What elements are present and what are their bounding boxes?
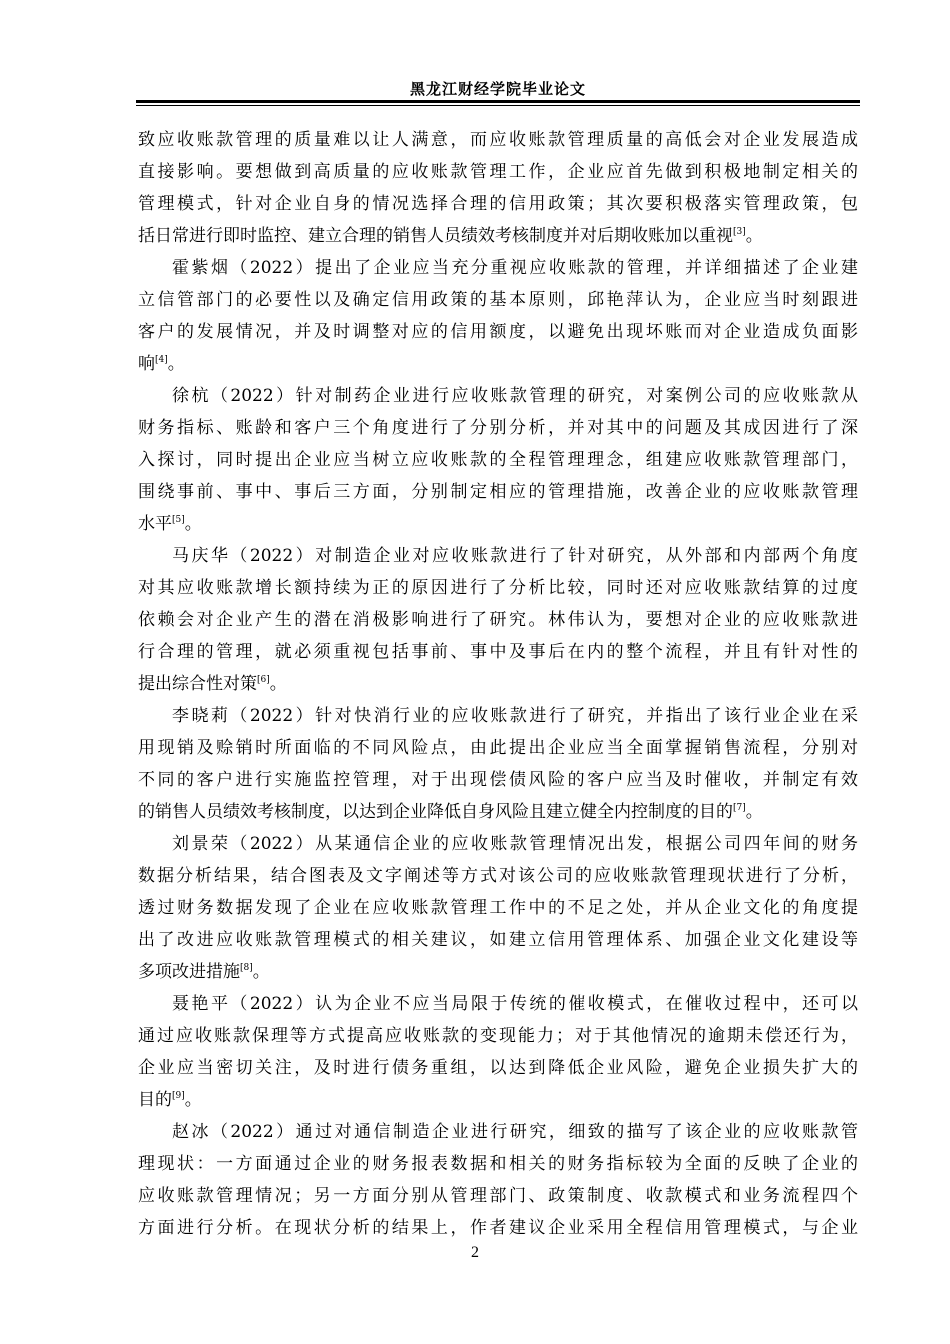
page-number: 2	[471, 1244, 479, 1261]
text-line	[138, 508, 858, 540]
citation-ref: [7]	[733, 803, 746, 813]
text-line	[138, 732, 858, 764]
text-line	[138, 572, 858, 604]
text-line	[138, 412, 858, 444]
line-text: 赵冰（2022）通过对通信制造企业进行研究，细致的描写了该企业的应收账款管	[172, 1122, 858, 1142]
line-text: 致应收账款管理的质量难以让人满意，而应收账款管理质量的高低会对企业发展造成	[138, 130, 858, 150]
text-line	[138, 1052, 858, 1084]
citation-ref: [5]	[172, 515, 185, 525]
line-tail: 。	[252, 962, 270, 982]
text-line	[138, 700, 858, 732]
line-text: 通过应收账款保理等方式提高应收账款的变现能力；对于其他情况的逾期未偿还行为，	[138, 1026, 858, 1046]
line-text: 聂艳平（2022）认为企业不应当局限于传统的催收模式，在催收过程中，还可以	[172, 994, 858, 1014]
line-text: 财务指标、账龄和客户三个角度进行了分别分析，并对其中的问题及其成因进行了深	[138, 418, 858, 438]
line-text: 管理模式，针对企业自身的情况选择合理的信用政策；其次要积极落实管理政策，包	[138, 194, 858, 214]
line-text: 企业应当密切关注，及时进行债务重组，以达到降低企业风险，避免企业损失扩大的	[138, 1058, 858, 1078]
line-text: 用现销及赊销时所面临的不同风险点，由此提出企业应当全面掌握销售流程，分别对	[138, 738, 858, 758]
text-line	[138, 604, 858, 636]
citation-ref: [6]	[257, 675, 270, 685]
text-line	[138, 188, 858, 220]
text-line	[138, 156, 858, 188]
line-text: 透过财务数据发现了企业在应收账款管理工作中的不足之处，并从企业文化的角度提	[138, 898, 858, 918]
text-line	[138, 796, 858, 828]
text-line	[138, 380, 858, 412]
text-line	[138, 444, 858, 476]
citation-ref: [9]	[172, 1091, 185, 1101]
line-text: 出了改进应收账款管理模式的相关建议，如建立信用管理体系、加强企业文化建设等	[138, 930, 858, 950]
line-text: 响	[138, 354, 155, 374]
line-text: 李晓莉（2022）针对快消行业的应收账款进行了研究，并指出了该行业企业在采	[172, 706, 858, 726]
line-text: 水平	[138, 514, 172, 534]
text-line	[138, 252, 858, 284]
text-line	[138, 1084, 858, 1116]
citation-ref: [3]	[733, 227, 746, 237]
text-line	[138, 956, 858, 988]
line-text: 依赖会对企业产生的潜在消极影响进行了研究。林伟认为，要想对企业的应收账款进	[138, 610, 858, 630]
line-tail: 。	[745, 802, 763, 822]
text-line	[138, 348, 858, 380]
line-text: 刘景荣（2022）从某通信企业的应收账款管理情况出发，根据公司四年间的财务	[172, 834, 858, 854]
line-text: 的销售人员绩效考核制度，以达到企业降低自身风险且建立健全内控制度的目的	[138, 802, 733, 822]
line-text: 数据分析结果，结合图表及文字阐述等方式对该公司的应收账款管理现状进行了分析，	[138, 866, 858, 886]
text-line	[138, 1020, 858, 1052]
line-tail: 。	[745, 226, 763, 246]
text-line	[138, 316, 858, 348]
line-text: 行合理的管理，就必须重视包括事前、事中及事后在内的整个流程，并且有针对性的	[138, 642, 858, 662]
line-text: 立信管部门的必要性以及确定信用政策的基本原则，邱艳萍认为，企业应当时刻跟进	[138, 290, 858, 310]
body-text	[138, 124, 858, 1244]
text-line	[138, 124, 858, 156]
paragraph	[138, 124, 858, 252]
header-rule-thin	[136, 105, 860, 106]
paragraph	[138, 252, 858, 380]
line-tail: 。	[167, 354, 185, 374]
line-text: 多项改进措施	[138, 962, 240, 982]
paragraph	[138, 1116, 858, 1244]
text-line	[138, 892, 858, 924]
paragraph	[138, 540, 858, 700]
line-text: 入探讨，同时提出企业应当树立应收账款的全程管理理念，组建应收账款管理部门，	[138, 450, 858, 470]
text-line	[138, 988, 858, 1020]
line-tail: 。	[269, 674, 287, 694]
line-text: 围绕事前、事中、事后三方面，分别制定相应的管理措施，改善企业的应收账款管理	[138, 482, 858, 502]
header-rule-thick	[136, 100, 860, 103]
line-text: 直接影响。要想做到高质量的应收账款管理工作，企业应首先做到积极地制定相关的	[138, 162, 858, 182]
line-tail: 。	[184, 1090, 202, 1110]
text-line	[138, 220, 858, 252]
text-line	[138, 1212, 858, 1244]
paragraph	[138, 988, 858, 1116]
line-tail: 。	[184, 514, 202, 534]
text-line	[138, 924, 858, 956]
text-line	[138, 1148, 858, 1180]
line-text: 客户的发展情况，并及时调整对应的信用额度，以避免出现坏账而对企业造成负面影	[138, 322, 858, 342]
citation-ref: [4]	[155, 355, 168, 365]
line-text: 应收账款管理情况；另一方面分别从管理部门、政策制度、收款模式和业务流程四个	[138, 1186, 858, 1206]
paragraph	[138, 828, 858, 988]
text-line	[138, 1116, 858, 1148]
line-text: 理现状：一方面通过企业的财务报表数据和相关的财务指标较为全面的反映了企业的	[138, 1154, 858, 1174]
text-line	[138, 284, 858, 316]
line-text: 霍紫烟（2022）提出了企业应当充分重视应收账款的管理，并详细描述了企业建	[172, 258, 858, 278]
paragraph	[138, 700, 858, 828]
text-line	[138, 764, 858, 796]
text-line	[138, 636, 858, 668]
citation-ref: [8]	[240, 963, 253, 973]
line-text: 马庆华（2022）对制造企业对应收账款进行了针对研究，从外部和内部两个角度	[172, 546, 858, 566]
header-title: 黑龙江财经学院毕业论文	[409, 80, 586, 98]
line-text: 不同的客户进行实施监控管理，对于出现偿债风险的客户应当及时催收，并制定有效	[138, 770, 858, 790]
text-line	[138, 476, 858, 508]
line-text: 方面进行分析。在现状分析的结果上，作者建议企业采用全程信用管理模式，与企业	[138, 1218, 858, 1238]
line-text: 括日常进行即时监控、建立合理的销售人员绩效考核制度并对后期收账加以重视	[138, 226, 733, 246]
line-text: 提出综合性对策	[138, 674, 257, 694]
paragraph	[138, 380, 858, 540]
text-line	[138, 1180, 858, 1212]
line-text: 目的	[138, 1090, 172, 1110]
text-line	[138, 668, 858, 700]
line-text: 对其应收账款增长额持续为正的原因进行了分析比较，同时还对应收账款结算的过度	[138, 578, 858, 598]
text-line	[138, 828, 858, 860]
line-text: 徐杭（2022）针对制药企业进行应收账款管理的研究，对案例公司的应收账款从	[172, 386, 858, 406]
text-line	[138, 860, 858, 892]
text-line	[138, 540, 858, 572]
